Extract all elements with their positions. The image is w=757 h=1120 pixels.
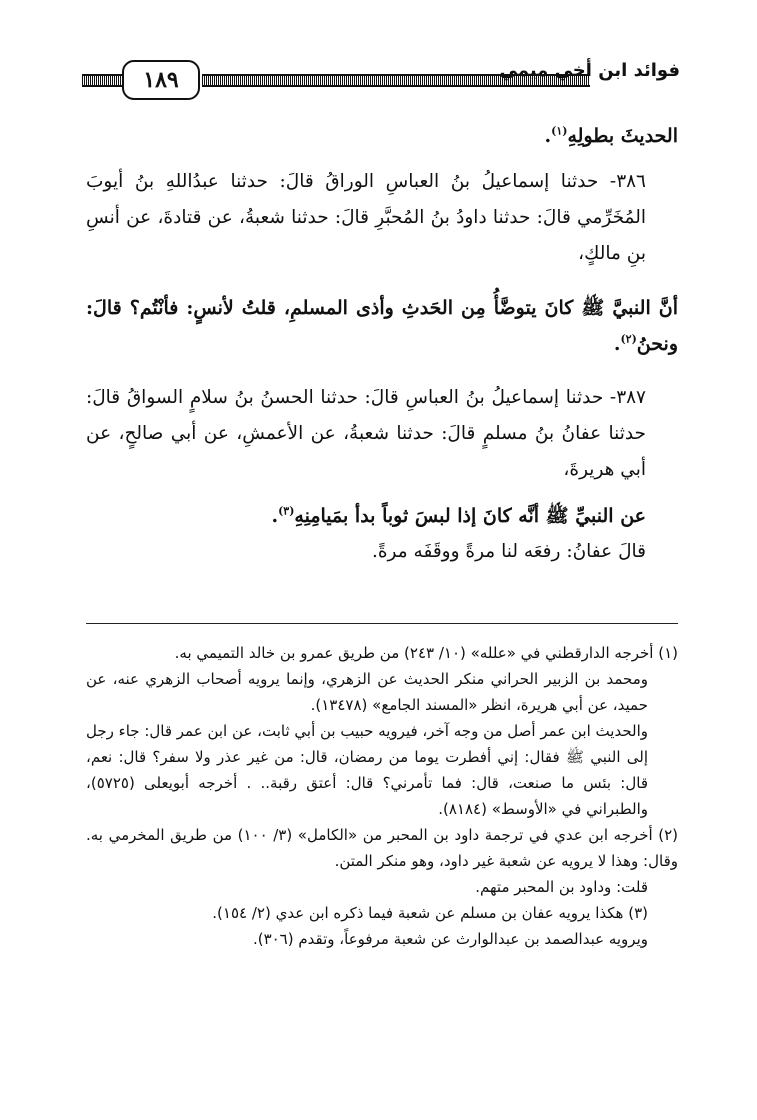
footnote-1: (١) أخرجه الدارقطني في «علله» (١٠/ ٢٤٣) من طريق عمرو بن خالد التميمي به. [174,644,678,662]
footnote-separator [86,623,678,624]
footnote-3-text: ويرويه عبدالصمد بن عبدالوارث عن شعبة مرفوعاً، وتقدم (٣٠٦). [252,930,648,948]
footnote-3: (٣) هكذا يرويه عفان بن مسلم عن شعبة فيما ذكره ابن عدي (٢/ ١٥٤). [212,904,648,922]
hadith-386-isnad: ٣٨٦- حدثنا إسماعيلُ بنُ العباسِ الوراقُ قالَ: حدثنا عبدُاللهِ بنُ أيوبَ المُخَرِّمي قالَ: حدثنا داودُ بنُ المُحبَّرِ قالَ: حدثنا شعبةُ، عن قتادةَ، عن أنسِ بنِ مالكٍ، [86,171,646,264]
footnote-1-text: ومحمد بن الزبير الحراني منكر الحديث عن الزهري، وإنما يرويه أصحاب الزهري عنه، عن حميد، عن أبي هريرة، انظر «المسند الجامع» (١٣٤٧٨). [86,670,648,714]
footnote-2: (٢) أخرجه ابن عدي في ترجمة داود بن المحبر من «الكامل» (٣/ ١٠٠) من طريق المخرمي به. وقال: وهذا لا يرويه عن شعبة غير داود، وهو منكر المتن. [86,826,679,870]
hadith-385-ending: الحديثَ بطولِهِ$^{(١)}$. [544,124,678,147]
running-header [82,58,680,106]
footnote-ref-3: (٣) [278,504,295,518]
footnote-2-text: قلت: وداود بن المحبر متهم. [475,878,648,896]
hadith-387-isnad: ٣٨٧- حدثنا إسماعيلُ بنُ العباسِ قالَ: حدثنا الحسنُ بنُ سلامٍ السواقُ قالَ: حدثنا عفانُ بنُ مسلمٍ قالَ: حدثنا شعبةُ، عن الأعمشِ، عن أبي صالحٍ، عن أبي هريرةَ، [86,387,646,480]
footnotes [86,640,678,952]
hadith-387-note: قالَ عفانُ: رفعَه لنا مرةً ووقَفَه مرةً. [371,541,646,562]
page-number: ١٨٩ [122,60,200,100]
hadith-386-matn: أنَّ النبيَّ ﷺ كانَ يتوضَّأُ مِن الحَدثِ وأذى المسلمِ، قلتُ لأنسٍ: فأنْتُم؟ قالَ: ونحنُ$^{(٢)}$. [86,297,678,355]
footnote-ref-1: (١) [551,124,568,138]
hadith-387-matn: عن النبيِّ ﷺ أنَّه كانَ إذا لبسَ ثوباً بدأ بمَيامِنِهِ$^{(٣)}$. [271,504,646,527]
footnote-ref-2: (٢) [620,332,637,346]
footnote-1-text: والحديث ابن عمر أصل من وجه آخر، فيرويه حبيب بن أبي ثابت، عن ابن عمر قال: جاء رجل إلى النبي ﷺ فقال: إني أفطرت يوما من رمضان، قال: من غير عذر ولا سفر؟ قال: نعم، قال: بئس ما صنعت، قال: فما تأمرني؟ قال: أعتق رقبة.. . أخرجه أبويعلى (٥٧٢٥)، والطبراني في «الأوسط» (٨١٨٤). [86,722,648,818]
book-title: فوائد ابن أخي ميمي [499,60,680,81]
header-rule-left [82,74,124,87]
main-text [86,118,678,570]
